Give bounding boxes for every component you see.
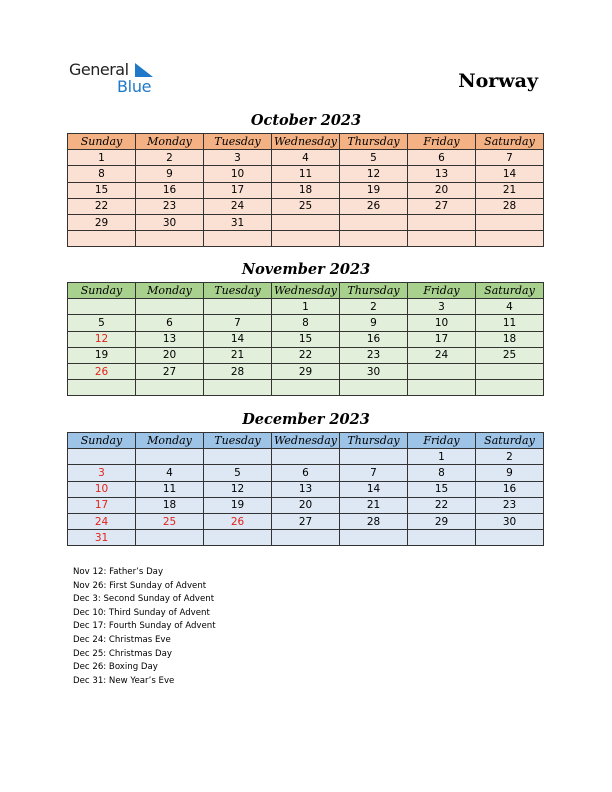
day-cell: 26: [340, 198, 408, 214]
weekday-header-thursday: Thursday: [340, 433, 408, 449]
weekday-header-friday: Friday: [408, 283, 476, 299]
day-cell: 17: [204, 182, 272, 198]
month-title-nov: November 2023: [241, 261, 371, 278]
day-cell: 28: [204, 363, 272, 379]
day-cell: 13: [408, 166, 476, 182]
day-cell: 30: [136, 214, 204, 230]
day-cell: 2: [340, 299, 408, 315]
week-row: [68, 214, 544, 230]
day-cell: 1: [408, 449, 476, 465]
day-cell: 8: [68, 166, 136, 182]
day-cell: [272, 449, 340, 465]
week-row: [68, 513, 544, 529]
day-cell: 25: [476, 347, 544, 363]
day-cell: [136, 299, 204, 315]
day-cell: 14: [476, 166, 544, 182]
week-row: [68, 315, 544, 331]
weekday-header-monday: Monday: [136, 283, 204, 299]
weekday-header-tuesday: Tuesday: [204, 134, 272, 150]
day-cell: [204, 299, 272, 315]
day-cell: [272, 530, 340, 546]
week-row: [68, 449, 544, 465]
day-cell: [340, 231, 408, 247]
weekday-header-sunday: Sunday: [68, 283, 136, 299]
weekday-header-friday: Friday: [408, 134, 476, 150]
day-cell: [476, 214, 544, 230]
weekday-header-row: [68, 433, 544, 449]
holiday-item: Dec 26: Boxing Day: [73, 662, 158, 673]
weekday-header-friday: Friday: [408, 433, 476, 449]
day-cell: 12: [340, 166, 408, 182]
holiday-item: Dec 3: Second Sunday of Advent: [73, 594, 215, 605]
day-cell: [204, 449, 272, 465]
day-cell: 4: [136, 465, 204, 481]
day-cell: [204, 530, 272, 546]
day-cell: [204, 380, 272, 396]
day-cell: [408, 231, 476, 247]
week-row: [68, 380, 544, 396]
day-cell: 19: [68, 347, 136, 363]
day-cell: 9: [136, 166, 204, 182]
day-cell: 8: [408, 465, 476, 481]
day-cell: 26: [204, 513, 272, 529]
day-cell: 4: [476, 299, 544, 315]
day-cell: 30: [340, 363, 408, 379]
day-cell: 15: [68, 182, 136, 198]
weekday-header-tuesday: Tuesday: [204, 283, 272, 299]
day-cell: 11: [476, 315, 544, 331]
day-cell: 6: [136, 315, 204, 331]
day-cell: 19: [204, 497, 272, 513]
day-cell: [476, 231, 544, 247]
holiday-item: Dec 31: New Year’s Eve: [73, 675, 175, 686]
day-cell: 12: [204, 481, 272, 497]
day-cell: [340, 380, 408, 396]
day-cell: [408, 363, 476, 379]
weekday-header-thursday: Thursday: [340, 134, 408, 150]
day-cell: [272, 380, 340, 396]
weekday-header-sunday: Sunday: [68, 433, 136, 449]
day-cell: 9: [340, 315, 408, 331]
day-cell: [476, 530, 544, 546]
day-cell: 25: [272, 198, 340, 214]
weekday-header-wednesday: Wednesday: [272, 433, 340, 449]
day-cell: [136, 380, 204, 396]
day-cell: [476, 380, 544, 396]
day-cell: 23: [476, 497, 544, 513]
day-cell: 12: [68, 331, 136, 347]
holiday-item: Dec 25: Christmas Day: [73, 648, 172, 659]
day-cell: [340, 214, 408, 230]
day-cell: 23: [340, 347, 408, 363]
logo-text-blue: Blue: [117, 77, 152, 96]
weekday-header-sunday: Sunday: [68, 134, 136, 150]
day-cell: 18: [136, 497, 204, 513]
calendar-november: [67, 282, 544, 396]
logo-text-general: General: [69, 60, 129, 79]
day-cell: [408, 380, 476, 396]
day-cell: 22: [408, 497, 476, 513]
day-cell: 9: [476, 465, 544, 481]
day-cell: 29: [408, 513, 476, 529]
day-cell: 22: [68, 198, 136, 214]
week-row: [68, 497, 544, 513]
month-title-dec: December 2023: [242, 411, 370, 428]
day-cell: 6: [272, 465, 340, 481]
day-cell: 8: [272, 315, 340, 331]
day-cell: 29: [272, 363, 340, 379]
week-row: [68, 530, 544, 546]
day-cell: 5: [68, 315, 136, 331]
day-cell: 5: [204, 465, 272, 481]
week-row: [68, 363, 544, 379]
week-row: [68, 331, 544, 347]
day-cell: 18: [476, 331, 544, 347]
day-cell: 14: [340, 481, 408, 497]
day-cell: [408, 530, 476, 546]
week-row: [68, 465, 544, 481]
day-cell: 20: [272, 497, 340, 513]
week-row: [68, 182, 544, 198]
day-cell: [68, 449, 136, 465]
weekday-header-saturday: Saturday: [476, 134, 544, 150]
weekday-header-tuesday: Tuesday: [204, 433, 272, 449]
holiday-item: Nov 26: First Sunday of Advent: [73, 580, 207, 591]
day-cell: 24: [204, 198, 272, 214]
day-cell: 27: [408, 198, 476, 214]
day-cell: 2: [136, 150, 204, 166]
day-cell: [476, 363, 544, 379]
day-cell: [68, 380, 136, 396]
holiday-item: Dec 24: Christmas Eve: [73, 634, 171, 645]
day-cell: 13: [136, 331, 204, 347]
weekday-header-saturday: Saturday: [476, 433, 544, 449]
week-row: [68, 166, 544, 182]
day-cell: 7: [340, 465, 408, 481]
day-cell: 26: [68, 363, 136, 379]
day-cell: 16: [136, 182, 204, 198]
weekday-header-monday: Monday: [136, 433, 204, 449]
day-cell: 11: [136, 481, 204, 497]
day-cell: 15: [408, 481, 476, 497]
day-cell: 5: [340, 150, 408, 166]
day-cell: 22: [272, 347, 340, 363]
holiday-item: Dec 17: Fourth Sunday of Advent: [73, 621, 216, 632]
day-cell: [136, 530, 204, 546]
day-cell: [136, 231, 204, 247]
day-cell: 6: [408, 150, 476, 166]
day-cell: 15: [272, 331, 340, 347]
day-cell: [68, 231, 136, 247]
holiday-item: Dec 10: Third Sunday of Advent: [73, 607, 210, 618]
day-cell: 16: [340, 331, 408, 347]
day-cell: 21: [340, 497, 408, 513]
day-cell: 20: [136, 347, 204, 363]
day-cell: 25: [136, 513, 204, 529]
day-cell: 7: [204, 315, 272, 331]
day-cell: 19: [340, 182, 408, 198]
weekday-header-row: [68, 283, 544, 299]
weekday-header-row: [68, 134, 544, 150]
weekday-header-wednesday: Wednesday: [272, 283, 340, 299]
day-cell: 13: [272, 481, 340, 497]
day-cell: 31: [204, 214, 272, 230]
day-cell: 28: [340, 513, 408, 529]
day-cell: 4: [272, 150, 340, 166]
day-cell: 14: [204, 331, 272, 347]
day-cell: 29: [68, 214, 136, 230]
holiday-list: [73, 566, 216, 688]
logo-flag-icon: [135, 63, 153, 77]
day-cell: 20: [408, 182, 476, 198]
month-title-oct: October 2023: [250, 112, 362, 129]
day-cell: 1: [272, 299, 340, 315]
day-cell: [272, 231, 340, 247]
day-cell: 10: [408, 315, 476, 331]
week-row: [68, 347, 544, 363]
week-row: [68, 198, 544, 214]
day-cell: 23: [136, 198, 204, 214]
day-cell: [340, 530, 408, 546]
weekday-header-thursday: Thursday: [340, 283, 408, 299]
weekday-header-saturday: Saturday: [476, 283, 544, 299]
day-cell: 24: [68, 513, 136, 529]
day-cell: 3: [408, 299, 476, 315]
day-cell: [68, 299, 136, 315]
week-row: [68, 231, 544, 247]
day-cell: 10: [204, 166, 272, 182]
holiday-item: Nov 12: Father’s Day: [73, 567, 164, 577]
day-cell: 16: [476, 481, 544, 497]
day-cell: 18: [272, 182, 340, 198]
day-cell: [136, 449, 204, 465]
day-cell: 10: [68, 481, 136, 497]
calendar-december: [67, 432, 544, 546]
day-cell: 3: [204, 150, 272, 166]
week-row: [68, 299, 544, 315]
week-row: [68, 150, 544, 166]
weekday-header-monday: Monday: [136, 134, 204, 150]
day-cell: 28: [476, 198, 544, 214]
day-cell: 31: [68, 530, 136, 546]
day-cell: [204, 231, 272, 247]
week-row: [68, 481, 544, 497]
day-cell: 27: [272, 513, 340, 529]
day-cell: 30: [476, 513, 544, 529]
day-cell: [272, 214, 340, 230]
calendar-october: [67, 133, 544, 247]
day-cell: 24: [408, 347, 476, 363]
day-cell: 3: [68, 465, 136, 481]
day-cell: 11: [272, 166, 340, 182]
day-cell: 27: [136, 363, 204, 379]
day-cell: 17: [408, 331, 476, 347]
day-cell: 2: [476, 449, 544, 465]
day-cell: [340, 449, 408, 465]
day-cell: 1: [68, 150, 136, 166]
weekday-header-wednesday: Wednesday: [272, 134, 340, 150]
day-cell: 21: [204, 347, 272, 363]
day-cell: 21: [476, 182, 544, 198]
day-cell: [408, 214, 476, 230]
day-cell: 7: [476, 150, 544, 166]
country-title: Norway: [458, 70, 538, 92]
logo: [69, 60, 169, 96]
day-cell: 17: [68, 497, 136, 513]
